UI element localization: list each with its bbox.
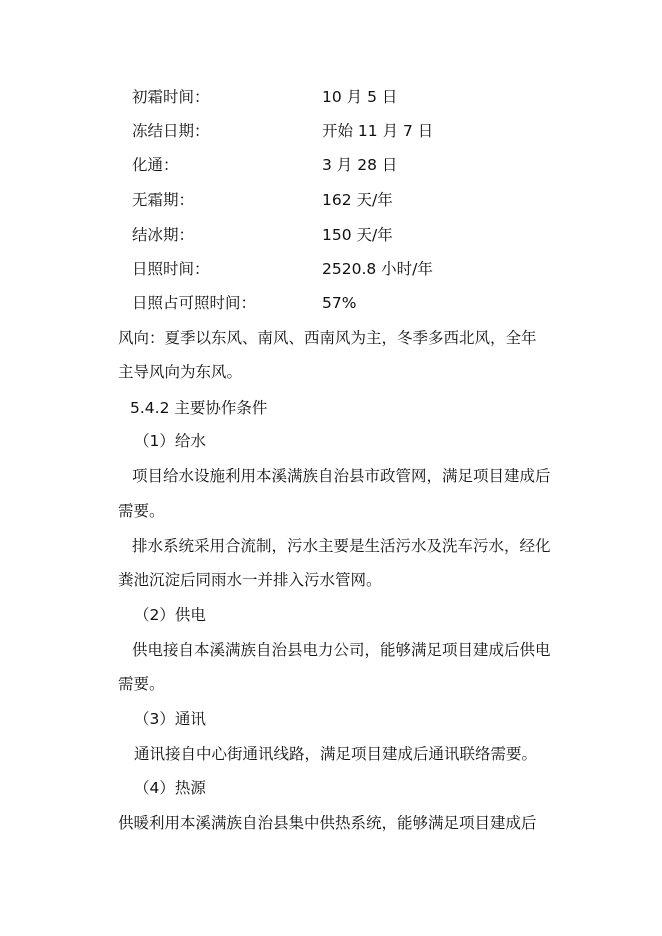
power-heading: （2）供电 [134,606,206,624]
water-paragraph1-line2: 需要。 [118,502,165,520]
climate-value-thaw: 3 月 28 日 [322,156,398,174]
water-paragraph1-line1: 项目给水设施利用本溪满族自治县市政管网，满足项目建成后 [132,467,551,485]
heat-line1: 供暖利用本溪满族自治县集中供热系统，能够满足项目建成后 [118,814,537,832]
climate-label-sunshine-ratio: 日照占可照时间： [132,294,257,312]
climate-value-sunshine: 2520.8 小时/年 [322,260,433,278]
climate-label-thaw: 化通： [132,156,179,174]
climate-value-frost-free: 162 天/年 [322,191,393,209]
water-paragraph2-line1: 排水系统采用合流制，污水主要是生活污水及洗车污水，经化 [132,537,551,555]
telecom-line1: 通讯接自中心街通讯线路，满足项目建成后通讯联络需要。 [134,745,538,763]
climate-value-sunshine-ratio: 57% [322,294,357,312]
climate-value-first-frost: 10 月 5 日 [322,88,398,106]
climate-value-freeze-date: 开始 11 月 7 日 [322,122,434,140]
wind-text-line1: 风向：夏季以东风、南风、西南风为主，冬季多西北风，全年 [118,329,537,347]
water-paragraph2-line2: 粪池沉淀后同雨水一并排入污水管网。 [118,571,382,589]
climate-label-sunshine: 日照时间： [132,260,210,278]
heat-heading: （4）热源 [134,779,206,797]
climate-label-freeze-date: 冻结日期： [132,122,210,140]
climate-value-icing: 150 天/年 [322,226,393,244]
power-line2: 需要。 [118,675,165,693]
wind-text-line2: 主导风向为东风。 [118,363,243,381]
water-heading: （1）给水 [134,432,206,450]
section-title: 5.4.2 主要协作条件 [130,399,268,417]
climate-label-first-frost: 初霜时间： [132,88,210,106]
power-line1: 供电接自本溪满族自治县电力公司，能够满足项目建成后供电 [132,641,551,659]
telecom-heading: （3）通讯 [134,710,206,728]
climate-label-frost-free: 无霜期： [132,191,195,209]
climate-label-icing: 结冰期： [132,226,195,244]
